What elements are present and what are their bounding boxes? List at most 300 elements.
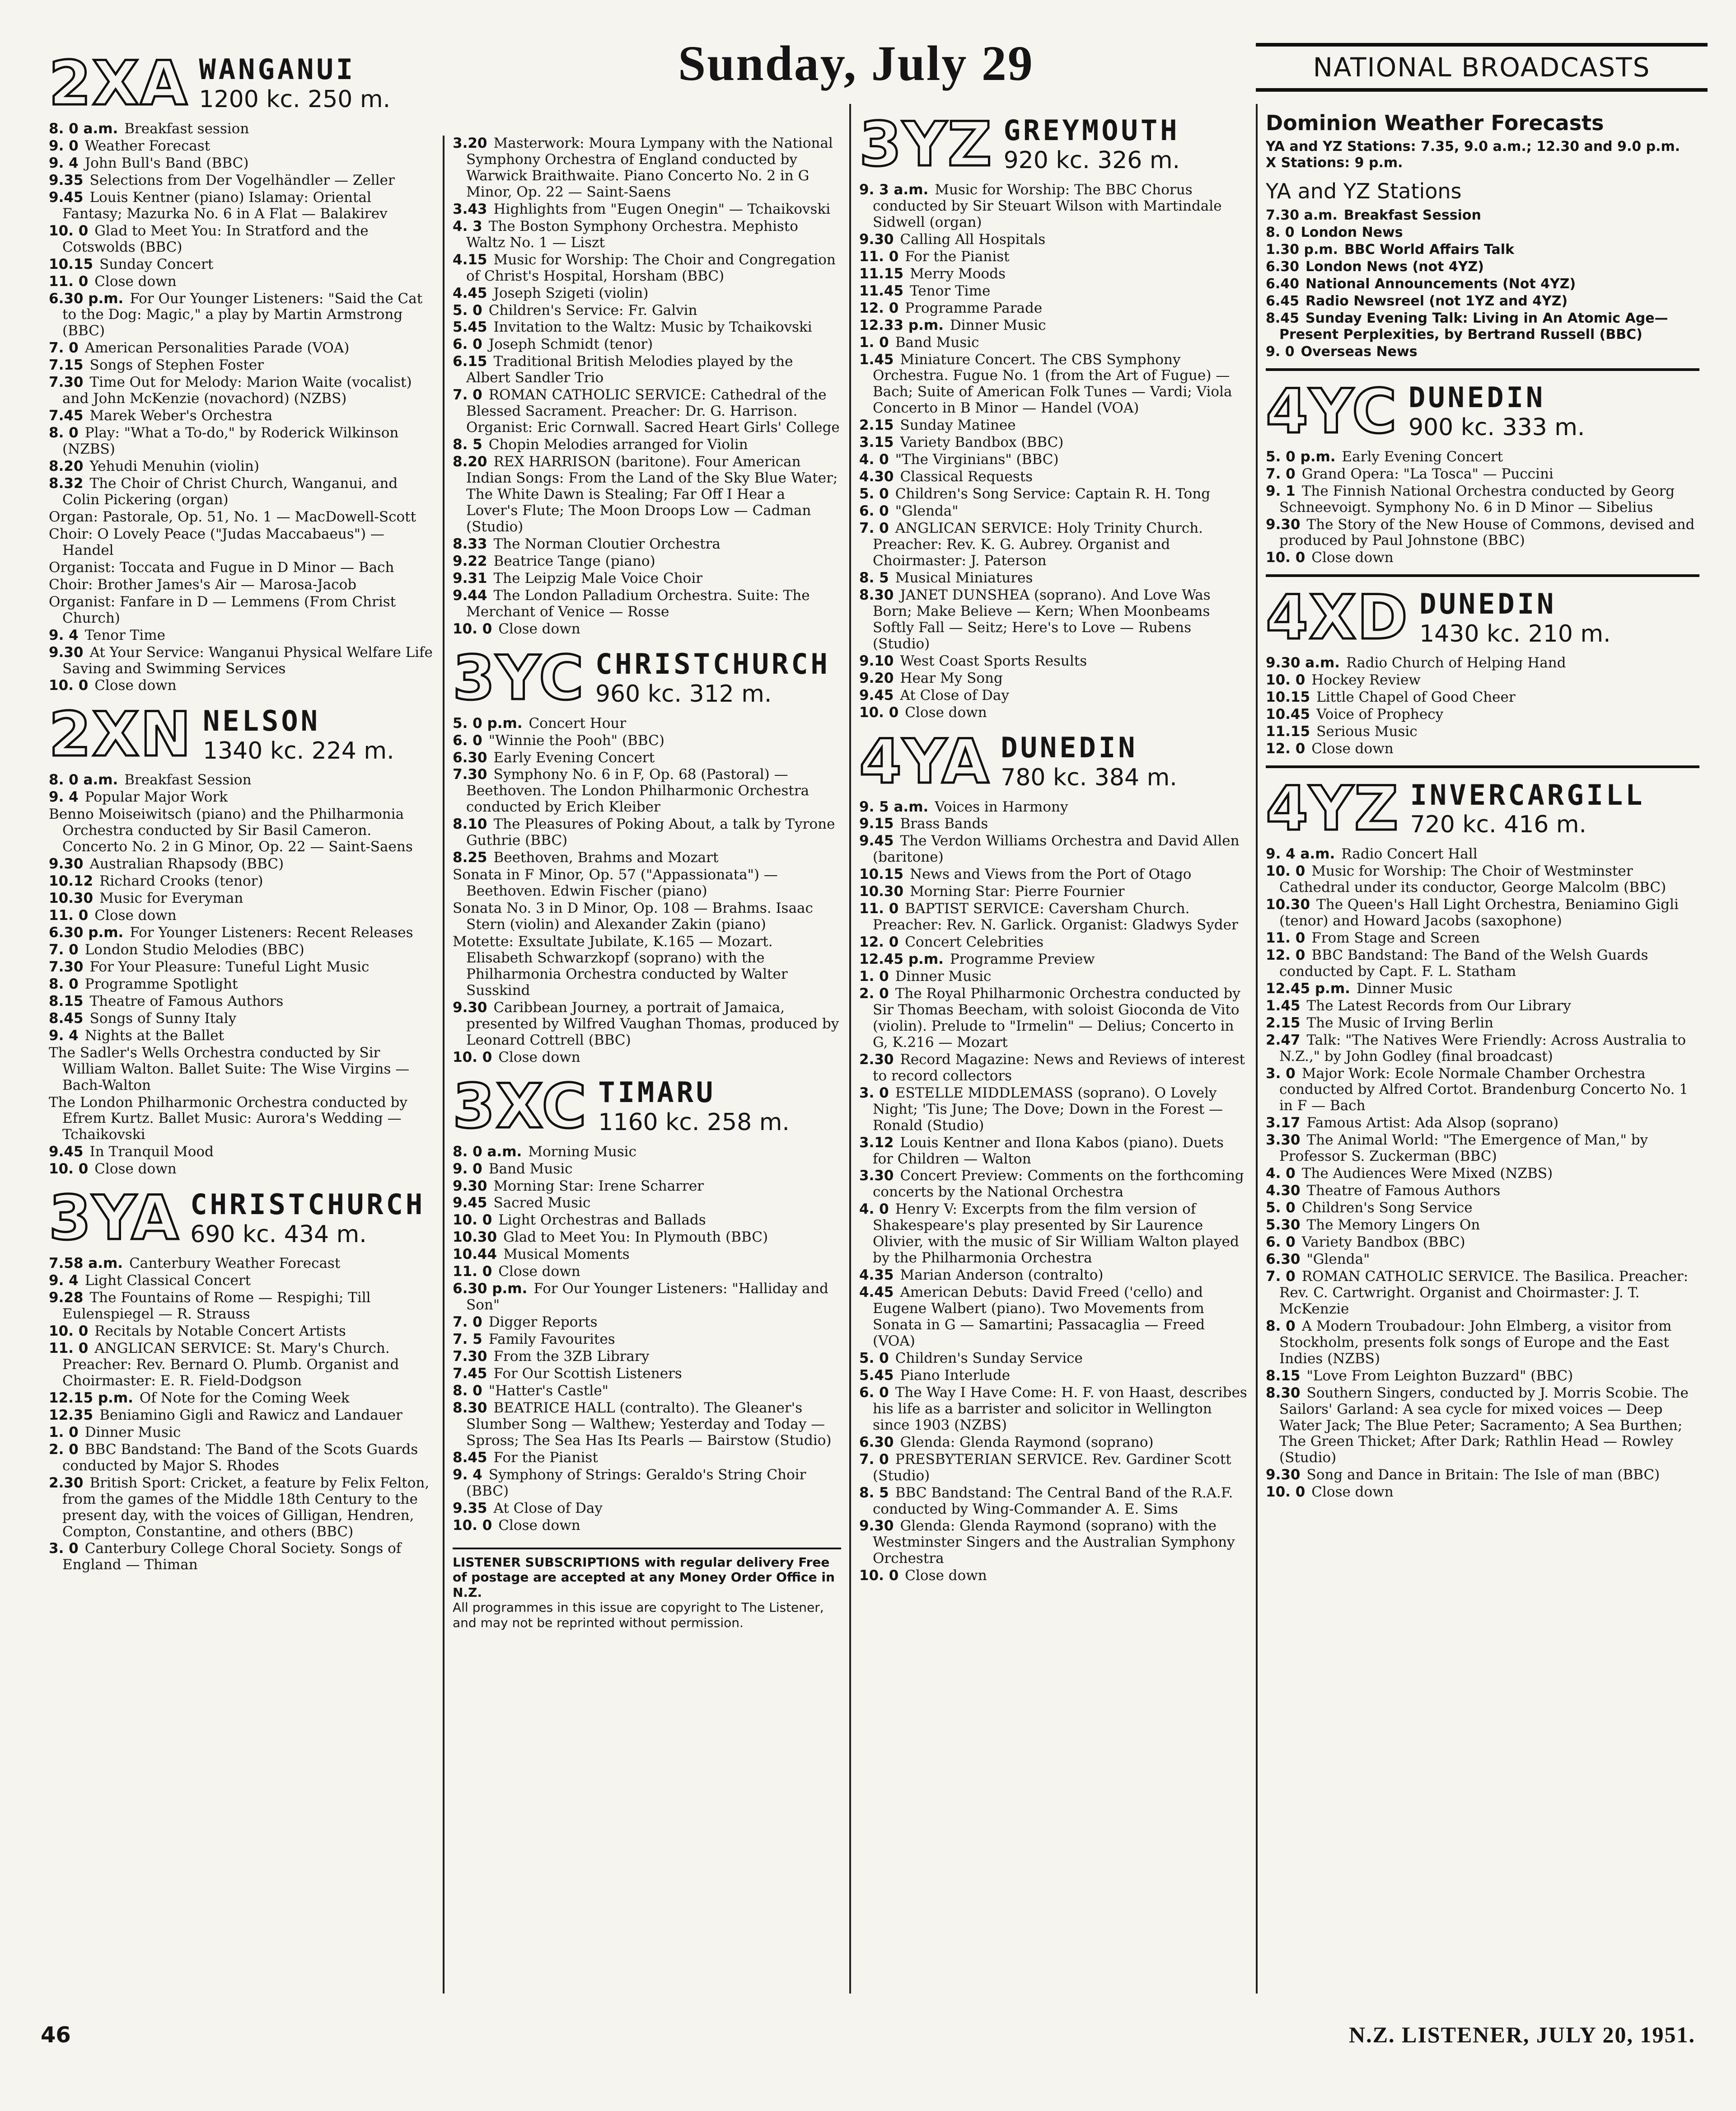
programme-item [859, 969, 1248, 985]
programme-item [859, 1052, 1248, 1084]
programme-item [1266, 293, 1699, 310]
programme-item [49, 138, 435, 155]
programme-title: Tenor Time [84, 627, 165, 643]
programme-time: 10.30 [453, 1229, 497, 1246]
programme-time: 10. 0 [453, 1049, 492, 1065]
programme-item [859, 1452, 1248, 1484]
programme-time: 7. 0 [859, 520, 889, 537]
programme-title: The Pleasures of Poking About, a talk by Tyrone Guthrie (BBC) [466, 816, 835, 849]
programme-time: 9.45 [859, 687, 894, 704]
programme-title: BAPTIST SERVICE: Caversham Church. Preacher: Rev. N. Garlick. Organist: Gladwys Syder [873, 901, 1238, 934]
programme-item [859, 986, 1248, 1051]
programme-item [859, 1201, 1248, 1267]
programme-item [859, 1267, 1248, 1284]
programme-item [859, 283, 1248, 300]
programme-item [49, 340, 435, 357]
programme-time: 11. 0 [49, 907, 89, 924]
programme-title: BEATRICE HALL (contralto). The Gleaner's Slumber Song — Walthew; Yesterday and Today — Spross; The Sea Has Its Pearls — Bairstow (Studio) [466, 1399, 832, 1449]
programme-title: Famous Artist: Ada Alsop (soprano) [1306, 1115, 1559, 1131]
programme-time: 6. 0 [859, 503, 889, 520]
programme-title: Close down [1311, 1484, 1394, 1501]
station-name: DUNEDIN [1408, 381, 1546, 414]
programme-time: 10. 0 [859, 1567, 899, 1584]
programme-item [453, 1178, 841, 1195]
programme-time: 6.15 [453, 353, 487, 370]
programme-title: Henry V: Excerpts from the film version of Shakespeare's play presented by Sir Laurence Olivier, with the music of Sir William Walton played by the Philharmonia Orchestra [873, 1201, 1239, 1267]
programme-title: "Winnie the Pooh" (BBC) [488, 732, 664, 749]
programme-time: 8.15 [1266, 1367, 1301, 1384]
programme-item [49, 908, 435, 924]
programme-item [859, 867, 1248, 883]
programme-item [453, 319, 841, 336]
programme-item [453, 1332, 841, 1348]
programme-time: 8.30 [1266, 1384, 1301, 1401]
programme-title: Selections from Der Vogelhändler — Zeller [89, 172, 395, 188]
programme-item [49, 645, 435, 677]
programme-title: Hockey Review [1311, 672, 1421, 689]
programme-item [1266, 930, 1699, 947]
programme-item [1266, 1032, 1699, 1065]
programme-item [859, 1135, 1248, 1168]
programme-title: Chopin Melodies arranged for Violin [488, 436, 748, 453]
programme-title: Music for Everyman [99, 890, 243, 907]
programme-item [453, 716, 841, 732]
call-sign: 4YZ [1266, 773, 1399, 844]
programme-time: 8. 0 [1266, 1318, 1296, 1334]
programme-item [49, 925, 435, 941]
programme-time: 10. 0 [49, 222, 89, 239]
programme-title: Record Magazine: News and Reviews of interest to record collectors [873, 1051, 1245, 1084]
programme-title: Beethoven, Brahms and Mozart [493, 849, 719, 866]
programme-item [49, 1095, 435, 1144]
programme-time: 8.20 [49, 458, 84, 475]
programme-item [453, 1518, 841, 1534]
programme-item [49, 976, 435, 993]
programme-item [49, 291, 435, 340]
programme-time: 2.47 [1266, 1032, 1301, 1048]
programme-item [49, 121, 435, 137]
programme-item [1266, 1015, 1699, 1032]
programme-item [1266, 466, 1699, 483]
programme-title: Close down [905, 704, 987, 721]
programme-time: 6.30 p.m. [49, 290, 124, 307]
programme-time: 5. 0 [453, 302, 482, 319]
programme-title: West Coast Sports Results [900, 652, 1087, 669]
programme-title: ROMAN CATHOLIC SERVICE. The Basilica. Preacher: Rev. C. Cartwright. Organist and Choirmaster: J. T. McKenzie [1279, 1268, 1689, 1317]
programme-time: 6.30 [1266, 1251, 1301, 1267]
programme-time: 8.32 [49, 475, 84, 492]
programme-time: 9.30 [453, 1177, 487, 1194]
programme-title: The Fountains of Rome — Respighi; Till Eulenspiegel — R. Strauss [62, 1290, 371, 1323]
programme-title: Breakfast session [124, 121, 249, 137]
programme-item [49, 190, 435, 222]
programme-time: 10.15 [49, 256, 94, 272]
station-frequency: 1160 kc. 258 m. [598, 1108, 790, 1136]
programme-item [453, 337, 841, 353]
programme-item [1266, 276, 1699, 292]
programme-time: 8.45 [453, 1449, 487, 1466]
programme-time: 11. 0 [1266, 929, 1306, 946]
programme-title: BBC Bandstand: The Central Band of the R.A.F. conducted by Wing-Commander A. E. Sims [873, 1484, 1233, 1517]
programme-item [859, 249, 1248, 265]
station-frequency: 1200 kc. 250 m. [199, 86, 391, 113]
programme-title: Theatre of Famous Authors [89, 993, 284, 1009]
programme-time: 9.22 [453, 553, 487, 569]
programme-title: Organ: Pastorale, Op. 51, No. 1 — MacDowell-Scott [49, 508, 416, 525]
programme-title: Traditional British Melodies played by the Albert Sandler Trio [466, 353, 793, 386]
programme-title: Songs of Stephen Foster [89, 357, 264, 374]
programme-title: Close down [1311, 549, 1394, 566]
programme-time: 2.15 [859, 417, 894, 434]
programme-title: Organist: Fanfare in D — Lemmens (From Christ Church) [49, 593, 396, 626]
programme-item [453, 1383, 841, 1399]
programme-title: Programme Spotlight [84, 976, 238, 992]
programme-time: 7.30 [49, 374, 84, 391]
programme-item [453, 1195, 841, 1211]
programme-title: Glad to Meet You: In Stratford and the Cotswolds (BBC) [62, 222, 369, 255]
programme-item [1266, 1200, 1699, 1216]
programme-time: 10. 0 [859, 704, 899, 721]
programme-time: 10. 0 [1266, 1484, 1306, 1501]
programme-item [1266, 344, 1699, 360]
divider [1266, 368, 1699, 371]
programme-title: For Our Younger Listeners: "Said the Cat to the Dog: Magic," a play by Martin Armstrong (BBC) [62, 290, 423, 339]
programme-time: 9.45 [49, 189, 84, 206]
programme-item [859, 688, 1248, 704]
programme-time: 7.30 [453, 766, 487, 783]
programme-item [49, 1341, 435, 1389]
programme-item [49, 959, 435, 976]
programme-time: 9. 0 [1266, 343, 1295, 360]
programme-item [453, 286, 841, 302]
programme-time: 5. 0 [859, 1350, 889, 1366]
programme-item [49, 459, 435, 475]
programme-item [1266, 1252, 1699, 1268]
programme-title: Children's Service: Fr. Galvin [488, 302, 697, 319]
programme-title: Dinner Music [84, 1424, 181, 1440]
programme-time: 8.30 [453, 1399, 487, 1416]
programme-title: Light Orchestras and Ballads [498, 1212, 706, 1229]
programme-time: 9. 4 [49, 789, 79, 806]
programme-time: 8. 5 [453, 436, 482, 453]
station-header [1266, 773, 1699, 844]
programme-title: Band Music [488, 1160, 573, 1177]
programme-title: Marian Anderson (contralto) [900, 1267, 1104, 1284]
programme-item [453, 901, 841, 933]
programme-item [1266, 225, 1699, 241]
programme-time: 7. 0 [1266, 465, 1296, 482]
station-header [49, 1182, 435, 1254]
programme-title: Close down [498, 620, 580, 637]
programme-time: 9.35 [453, 1500, 487, 1516]
programme-title: Early Evening Concert [1342, 448, 1503, 465]
programme-title: Light Classical Concert [84, 1272, 251, 1289]
programme-time: 10.12 [49, 873, 94, 890]
programme-title: Music for Worship: The Choir and Congregation of Christ's Hospital, Horsham (BBC) [466, 251, 836, 284]
station-frequency: 720 kc. 416 m. [1410, 811, 1587, 839]
programme-title: Concert Preview: Comments on the forthcoming concerts by the National Orchestra [873, 1168, 1244, 1201]
programme-title: Dinner Music [1356, 980, 1453, 997]
programme-time: 1. 0 [49, 1424, 79, 1440]
programme-item [859, 352, 1248, 417]
programme-title: PRESBYTERIAN SERVICE. Rev. Gardiner Scott (Studio) [873, 1451, 1231, 1484]
programme-title: Nights at the Ballet [84, 1027, 225, 1044]
programme-item [453, 454, 841, 535]
programme-item [49, 1541, 435, 1573]
programme-item [49, 526, 435, 559]
programme-item [859, 318, 1248, 334]
station-header [859, 726, 1248, 797]
programme-item [859, 1085, 1248, 1134]
programme-item [49, 772, 435, 788]
programme-time: 10.30 [1266, 896, 1310, 913]
programme-item [453, 536, 841, 553]
programme-item [1266, 741, 1699, 757]
stations-title: YA and YZ Stations [1266, 179, 1462, 204]
programme-item [859, 570, 1248, 586]
programme-time: 12.15 p.m. [49, 1389, 133, 1406]
programme-time: 7.45 [453, 1365, 487, 1382]
programme-title: Children's Sunday Service [895, 1350, 1083, 1366]
programme-item [1266, 897, 1699, 929]
programme-title: JANET DUNSHEA (soprano). And Love Was Born; Make Believe — Kern; When Moonbeams Softly Fall — Seitz; Here's to Love — Rubens (Studio) [873, 586, 1211, 652]
programme-title: Concert Hour [529, 715, 627, 732]
programme-title: For the Pianist [493, 1449, 598, 1466]
programme-item [859, 901, 1248, 934]
station-header [1266, 375, 1699, 447]
programme-title: Radio Church of Helping Hand [1346, 655, 1566, 671]
programme-title: BBC Bandstand: The Band of the Welsh Guards conducted by Capt. F. L. Statham [1279, 947, 1648, 980]
programme-time: 5. 0 [1266, 1200, 1296, 1216]
programme-item [1266, 1368, 1699, 1384]
programme-title: Close down [94, 677, 177, 694]
station-frequency: 900 kc. 333 m. [1408, 414, 1585, 441]
programme-item [49, 942, 435, 958]
programme-time: 9.45 [453, 1195, 487, 1211]
issue-footer: N.Z. LISTENER, JULY 20, 1951. [1349, 2022, 1695, 2047]
programme-time: 7.45 [49, 408, 84, 424]
programme-time: 7.15 [49, 357, 84, 374]
programme-item [49, 1475, 435, 1540]
programme-time: 5.45 [859, 1367, 894, 1384]
programme-title: BBC World Affairs Talk [1344, 241, 1515, 258]
programme-time: 11. 0 [49, 1340, 89, 1357]
programme-title: The London Philharmonic Orchestra conducted by Efrem Kurtz. Ballet Music: Aurora's Wedding — Tchaikovski [49, 1094, 407, 1143]
programme-time: 10.15 [1266, 689, 1310, 706]
programme-title: Calling All Hospitals [900, 231, 1046, 248]
forecast-title: Dominion Weather Forecasts [1266, 111, 1604, 135]
call-sign: 4YC [1266, 375, 1398, 447]
programme-title: The Boston Symphony Orchestra. Mephisto Waltz No. 1 — Liszt [466, 218, 798, 251]
programme-item [859, 833, 1248, 866]
programme-time: 8. 0 a.m. [49, 772, 118, 788]
station-header [49, 48, 435, 119]
programme-title: ANGLICAN SERVICE: St. Mary's Church. Preacher: Rev. Bernard O. Plumb. Organist and Choirmaster: E. R. Field-Dodgson [62, 1340, 399, 1389]
programme-item [1266, 998, 1699, 1014]
programme-time: 10. 0 [453, 1212, 492, 1229]
programme-time: 2.15 [1266, 1014, 1301, 1031]
programme-time: 8. 0 [49, 976, 79, 992]
programme-item [453, 252, 841, 285]
programme-title: Breakfast Session [124, 772, 252, 788]
programme-item [453, 303, 841, 319]
programme-title: Variety Bandbox (BBC) [1301, 1234, 1465, 1251]
programme-title: Marek Weber's Orchestra [89, 408, 273, 424]
programme-title: Canterbury College Choral Society. Songs of England — Thiman [62, 1540, 402, 1573]
programme-time: 6. 0 [1266, 1234, 1296, 1251]
programme-time: 9.15 [859, 816, 894, 832]
programme-time: 9.35 [49, 172, 84, 188]
programme-time: 9. 3 a.m. [859, 182, 929, 198]
programme-time: 4.15 [453, 251, 487, 268]
programme-title: Close down [905, 1567, 987, 1584]
programme-list [49, 121, 435, 694]
station-frequency: 960 kc. 312 m. [595, 680, 772, 708]
station-frequency: 920 kc. 326 m. [1003, 147, 1180, 174]
programme-time: 5.30 [1266, 1217, 1301, 1234]
programme-time: 4.45 [453, 285, 487, 301]
programme-title: Variety Bandbox (BBC) [900, 434, 1064, 451]
programme-item [1266, 846, 1699, 863]
station-header [859, 109, 1248, 180]
programme-time: 6.40 [1266, 276, 1300, 292]
programme-item [1266, 1183, 1699, 1199]
programme-time: 7.30 [49, 958, 84, 975]
programme-item [859, 503, 1248, 520]
programme-item [859, 1168, 1248, 1201]
programme-title: The Finnish National Orchestra conducted by Georg Schneevoigt. Symphony No. 6 in D Minor — Sibelius [1279, 483, 1675, 516]
page-number: 46 [41, 2022, 71, 2048]
programme-title: Classical Requests [900, 469, 1033, 485]
programme-title: Invitation to the Waltz: Music by Tchaikovski [493, 319, 812, 336]
programme-item [1266, 1066, 1699, 1115]
programme-title: Dinner Music [950, 317, 1046, 333]
divider [1266, 765, 1699, 768]
programme-item [1266, 1385, 1699, 1467]
programme-title: Brass Bands [900, 816, 988, 832]
national-list [1266, 207, 1699, 360]
programme-title: Early Evening Concert [493, 749, 655, 766]
programme-title: ESTELLE MIDDLEMASS (soprano). O Lovely Night; 'Tis June; The Dove; Down in the Forest — Ronald (Studio) [873, 1084, 1223, 1134]
programme-title: Time Out for Melody: Marion Waite (vocalist) and John McKenzie (novachord) (NZBS) [62, 374, 412, 407]
programme-title: Organist: Toccata and Fugue in D Minor — Bach [49, 559, 394, 576]
programme-item [859, 1351, 1248, 1367]
programme-time: 8. 0 [49, 425, 79, 441]
programme-title: Caribbean Journey, a portrait of Jamaica, presented by Wilfred Vaughan Thomas, produced by Leonard Cottrell (BBC) [466, 999, 839, 1048]
programme-title: Morning Music [528, 1143, 636, 1160]
programme-item [1266, 672, 1699, 689]
programme-item [49, 173, 435, 189]
programme-list [859, 799, 1248, 1585]
programme-item [859, 1568, 1248, 1584]
programme-item [453, 571, 841, 587]
programme-item [49, 789, 435, 806]
programme-time: 6. 0 [453, 336, 482, 353]
programme-time: 9. 5 a.m. [859, 798, 929, 815]
call-sign: 3YC [453, 642, 585, 713]
programme-title: ROMAN CATHOLIC SERVICE: Cathedral of the Blessed Sacrament. Preacher: Dr. G. Harrison. Organist: Eric Cornwall. Sacred Heart Girls' College [466, 387, 840, 436]
programme-item [453, 733, 841, 749]
programme-time: 7. 0 [859, 1451, 889, 1468]
programme-item [1266, 517, 1699, 549]
programme-time: 9.30 [859, 1518, 894, 1534]
programme-title: "Love From Leighton Buzzard" (BBC) [1306, 1367, 1573, 1384]
programme-item [1266, 1234, 1699, 1251]
programme-time: 2. 0 [859, 985, 889, 1002]
station-3yz [859, 109, 1248, 721]
programme-title: Radio Concert Hall [1341, 846, 1478, 863]
programme-item [1266, 449, 1699, 465]
programme-title: REX HARRISON (baritone). Four American Indian Songs: From the Land of the Sky Blue Water; The White Dawn is Stealing; Far Off I Hear a Lover's Flute; The Moon Droops Low — Cadman (Studio) [466, 454, 838, 535]
programme-time: 9.45 [49, 1144, 84, 1160]
programme-time: 9. 4 [49, 155, 79, 171]
programme-item [49, 1323, 435, 1340]
programme-item [49, 1290, 435, 1323]
programme-time: 11. 0 [859, 248, 899, 265]
programme-item [453, 1212, 841, 1229]
programme-item [49, 1442, 435, 1474]
programme-time: 1.45 [1266, 997, 1301, 1014]
programme-item [49, 856, 435, 873]
programme-time: 12.45 p.m. [1266, 980, 1350, 997]
programme-time: 9.30 [453, 999, 487, 1016]
programme-item [453, 1264, 841, 1280]
programme-title: Music for Worship: The Choir of Westminster Cathedral under its conductor, George Malcolm (BBC) [1279, 863, 1666, 896]
programme-item [49, 375, 435, 407]
programme-item [453, 554, 841, 570]
station-4ya [859, 726, 1248, 1585]
programme-title: From Stage and Screen [1311, 929, 1480, 946]
programme-item [859, 182, 1248, 231]
programme-time: 12.35 [49, 1407, 94, 1423]
programme-time: 8. 0 [453, 1382, 482, 1399]
programme-title: American Personalities Parade (VOA) [84, 340, 350, 357]
programme-title: Voices in Harmony [935, 798, 1068, 815]
programme-title: Piano Interlude [900, 1367, 1011, 1384]
programme-item [453, 1229, 841, 1246]
programme-title: The Latest Records from Our Library [1306, 997, 1571, 1014]
programme-time: 6.30 [859, 1434, 894, 1450]
programme-title: Radio Newsreel (not 1YZ and 4YZ) [1306, 293, 1568, 309]
call-sign: 3XC [453, 1070, 588, 1142]
programme-title: For Our Younger Listeners: "Halliday and Son" [466, 1281, 828, 1314]
programme-item [859, 469, 1248, 485]
national-broadcasts-header: NATIONAL BROADCASTS [1256, 43, 1708, 92]
programme-title: Louis Kentner and Ilona Kabos (piano). Duets for Children — Walton [873, 1134, 1224, 1167]
page-date-header [438, 36, 1274, 104]
programme-list [453, 716, 841, 1066]
programme-title: Grand Opera: "La Tosca" — Puccini [1301, 465, 1554, 482]
programme-time: 7. 0 [49, 941, 79, 958]
programme-title: Choir: O Lovely Peace ("Judas Maccabaeus") — Handel [49, 525, 384, 558]
programme-title: Louis Kentner (piano) Islamay: Oriental Fantasy; Mazurka No. 6 in A Flat — Balakirev [62, 189, 388, 222]
programme-item [453, 1314, 841, 1331]
programme-time: 4. 3 [453, 218, 482, 235]
programme-item [1266, 1269, 1699, 1318]
programme-time: 8.30 [859, 586, 894, 603]
programme-time: 8.33 [453, 535, 487, 552]
programme-item [859, 799, 1248, 816]
station-header [453, 642, 841, 713]
programme-time: 5.45 [453, 319, 487, 336]
programme-title: BBC Bandstand: The Band of the Scots Guards conducted by Major S. Rhodes [62, 1441, 418, 1474]
call-sign: 2XA [49, 48, 188, 119]
station-4xd [1266, 582, 1699, 757]
column-c [849, 104, 1256, 1994]
programme-title: Popular Major Work [84, 789, 228, 806]
programme-item [453, 387, 841, 436]
programme-time: 10.45 [1266, 706, 1310, 723]
